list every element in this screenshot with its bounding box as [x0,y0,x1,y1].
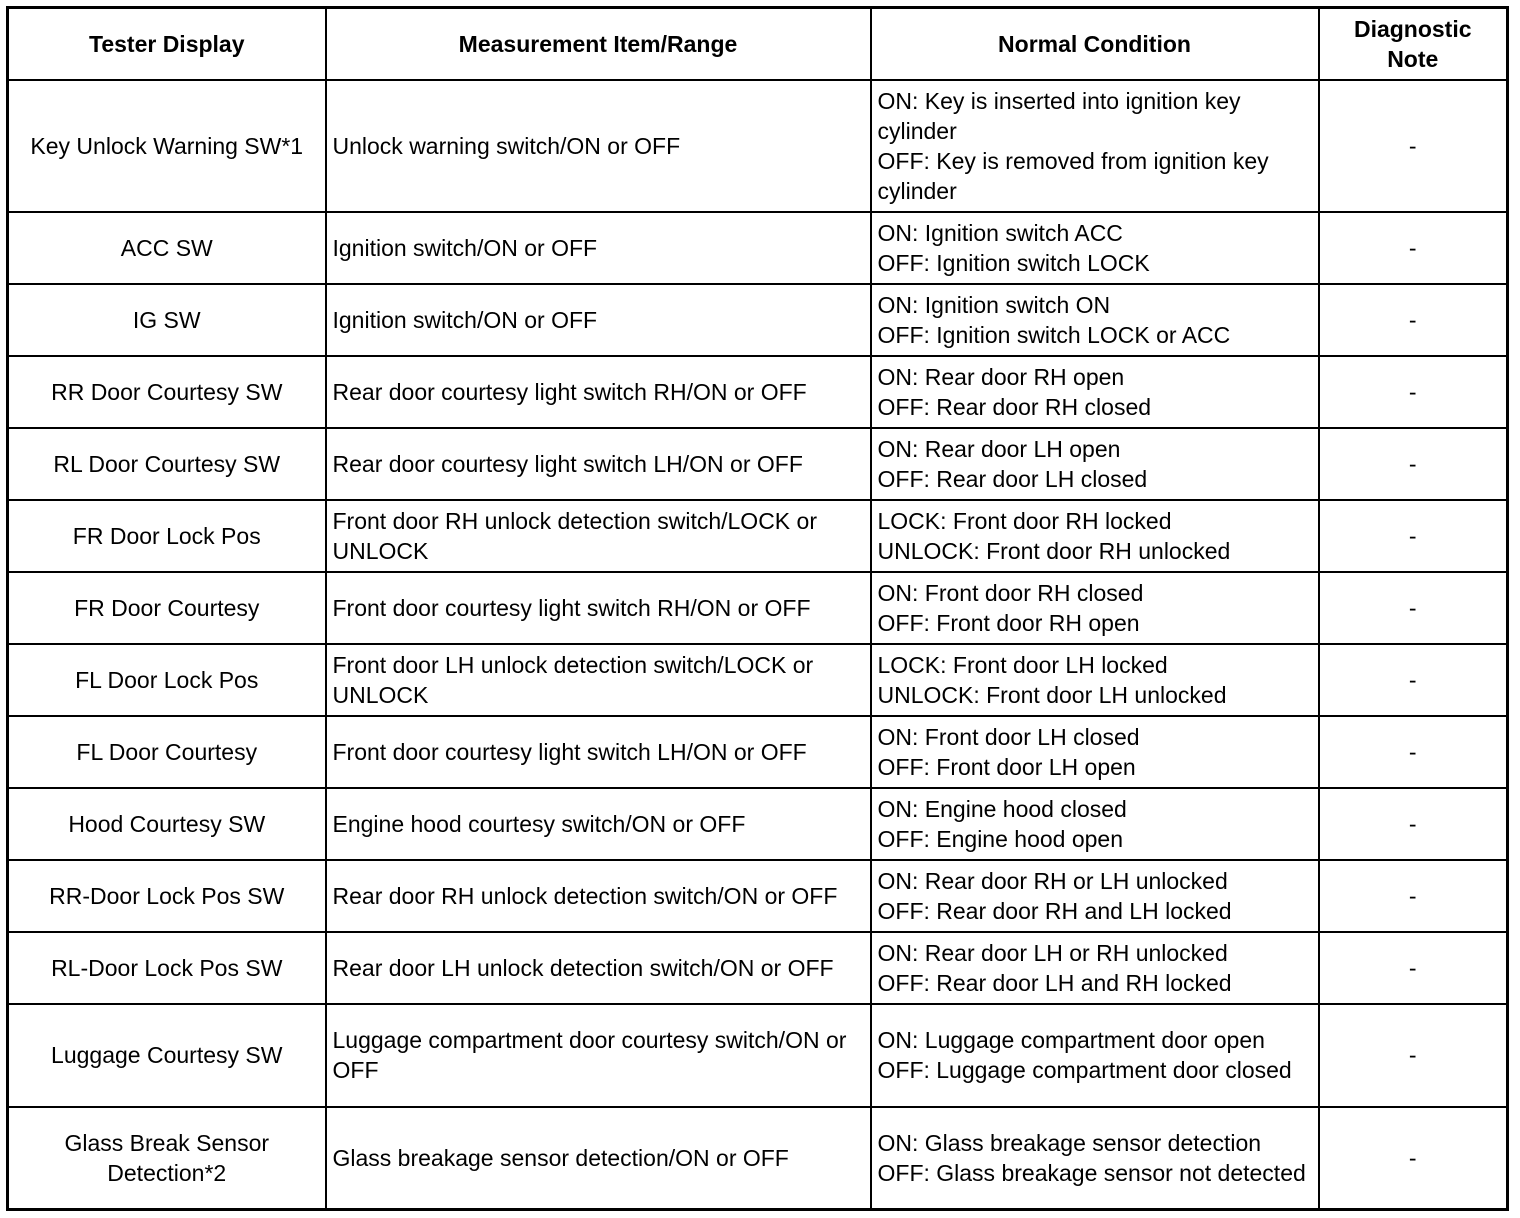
table-row [8,356,1508,428]
condition-off: OFF: Ignition switch LOCK or ACC [877,321,1231,348]
measurement-cell: Rear door RH unlock detection switch/ON or OFF [326,860,871,932]
normal-condition-cell [871,716,1319,788]
table-row [8,572,1508,644]
condition-off: OFF: Front door RH open [877,609,1140,636]
normal-condition-cell [871,500,1319,572]
normal-condition-cell [871,932,1319,1004]
table-row [8,80,1508,212]
diagnostic-note-cell: - [1319,1004,1508,1107]
measurement-cell: Front door RH unlock detection switch/LOCK or UNLOCK [326,500,871,572]
normal-condition-cell [871,428,1319,500]
normal-condition-cell [871,860,1319,932]
table-row [8,212,1508,284]
measurement-cell: Front door courtesy light switch RH/ON or OFF [326,572,871,644]
diagnostic-note-cell: - [1319,356,1508,428]
tester-display-cell: Hood Courtesy SW [8,788,326,860]
table-row [8,788,1508,860]
table-row [8,428,1508,500]
condition-off: OFF: Rear door RH and LH locked [877,897,1232,924]
measurement-cell: Rear door courtesy light switch RH/ON or OFF [326,356,871,428]
measurement-cell: Ignition switch/ON or OFF [326,212,871,284]
condition-on: ON: Rear door RH open [877,363,1125,390]
condition-off: OFF: Engine hood open [877,825,1123,852]
tester-display-cell: FR Door Courtesy [8,572,326,644]
table-row [8,500,1508,572]
tester-display-cell: RL-Door Lock Pos SW [8,932,326,1004]
condition-off: OFF: Luggage compartment door closed [877,1057,1292,1083]
condition-on: ON: Ignition switch ON [877,291,1111,318]
normal-condition-cell [871,1107,1319,1210]
table-row [8,284,1508,356]
measurement-cell: Engine hood courtesy switch/ON or OFF [326,788,871,860]
condition-on: ON: Key is inserted into ignition key cylinder [877,87,1241,144]
condition-on: ON: Ignition switch ACC [877,219,1123,246]
normal-condition-cell [871,788,1319,860]
condition-off: OFF: Rear door LH closed [877,465,1148,492]
tester-display-cell: ACC SW [8,212,326,284]
condition-on: ON: Engine hood closed [877,795,1127,822]
diagnostic-note-cell: - [1319,788,1508,860]
diagnostic-note-cell: - [1319,500,1508,572]
diagnostic-note-cell: - [1319,932,1508,1004]
condition-on: ON: Rear door RH or LH unlocked [877,867,1228,894]
normal-condition-cell [871,212,1319,284]
header-tester-display: Tester Display [8,8,326,80]
diagnostic-note-cell: - [1319,1107,1508,1210]
diagnostic-note-cell: - [1319,644,1508,716]
measurement-cell: Front door LH unlock detection switch/LOCK or UNLOCK [326,644,871,716]
condition-off: UNLOCK: Front door LH unlocked [877,681,1227,708]
normal-condition-cell [871,644,1319,716]
measurement-cell: Unlock warning switch/ON or OFF [326,80,871,212]
header-normal-condition: Normal Condition [871,8,1319,80]
table-header [8,8,1508,80]
diagnostic-note-cell: - [1319,572,1508,644]
condition-on: ON: Luggage compartment door open [877,1027,1265,1053]
table-row [8,1004,1508,1107]
tester-display-cell: Glass Break Sensor Detection*2 [8,1107,326,1210]
condition-off: OFF: Glass breakage sensor not detected [877,1159,1306,1186]
tester-display-cell: Luggage Courtesy SW [8,1004,326,1107]
tester-display-cell: FL Door Lock Pos [8,644,326,716]
measurement-cell: Rear door courtesy light switch LH/ON or OFF [326,428,871,500]
measurement-cell: Front door courtesy light switch LH/ON or OFF [326,716,871,788]
condition-off: OFF: Rear door LH and RH locked [877,969,1232,996]
tester-display-cell: RL Door Courtesy SW [8,428,326,500]
condition-on: ON: Front door RH closed [877,579,1144,606]
table-body [8,80,1508,1210]
header-row [8,8,1508,80]
diagnostic-note-cell: - [1319,428,1508,500]
normal-condition-cell [871,1004,1319,1107]
tester-display-cell: RR Door Courtesy SW [8,356,326,428]
measurement-cell: Ignition switch/ON or OFF [326,284,871,356]
condition-off: OFF: Key is removed from ignition key cylinder [877,147,1269,204]
condition-on: ON: Front door LH closed [877,723,1140,750]
condition-off: UNLOCK: Front door RH unlocked [877,537,1231,564]
diagnostic-note-cell: - [1319,284,1508,356]
measurement-cell: Rear door LH unlock detection switch/ON or OFF [326,932,871,1004]
table-row [8,1107,1508,1210]
tester-display-cell: Key Unlock Warning SW*1 [8,80,326,212]
normal-condition-cell [871,284,1319,356]
header-measurement: Measurement Item/Range [326,8,871,80]
diagnostic-note-cell: - [1319,860,1508,932]
tester-display-cell: FL Door Courtesy [8,716,326,788]
diagnostic-note-cell: - [1319,716,1508,788]
tester-display-cell: RR-Door Lock Pos SW [8,860,326,932]
condition-on: ON: Rear door LH or RH unlocked [877,939,1228,966]
condition-on: ON: Rear door LH open [877,435,1121,462]
header-diagnostic-note: Diagnostic Note [1319,8,1508,80]
condition-on: LOCK: Front door LH locked [877,651,1168,678]
condition-off: OFF: Rear door RH closed [877,393,1152,420]
diagnostic-note-cell: - [1319,212,1508,284]
condition-on: LOCK: Front door RH locked [877,507,1172,534]
data-list-table [6,6,1509,1211]
table-row [8,716,1508,788]
table-row [8,932,1508,1004]
measurement-cell: Luggage compartment door courtesy switch/ON or OFF [326,1004,871,1107]
condition-off: OFF: Ignition switch LOCK [877,249,1150,276]
diagnostic-note-cell: - [1319,80,1508,212]
normal-condition-cell [871,356,1319,428]
table-row [8,860,1508,932]
tester-display-cell: IG SW [8,284,326,356]
tester-display-cell: FR Door Lock Pos [8,500,326,572]
normal-condition-cell [871,80,1319,212]
normal-condition-cell [871,572,1319,644]
table-row [8,644,1508,716]
condition-on: ON: Glass breakage sensor detection [877,1129,1262,1156]
measurement-cell: Glass breakage sensor detection/ON or OFF [326,1107,871,1210]
condition-off: OFF: Front door LH open [877,753,1136,780]
